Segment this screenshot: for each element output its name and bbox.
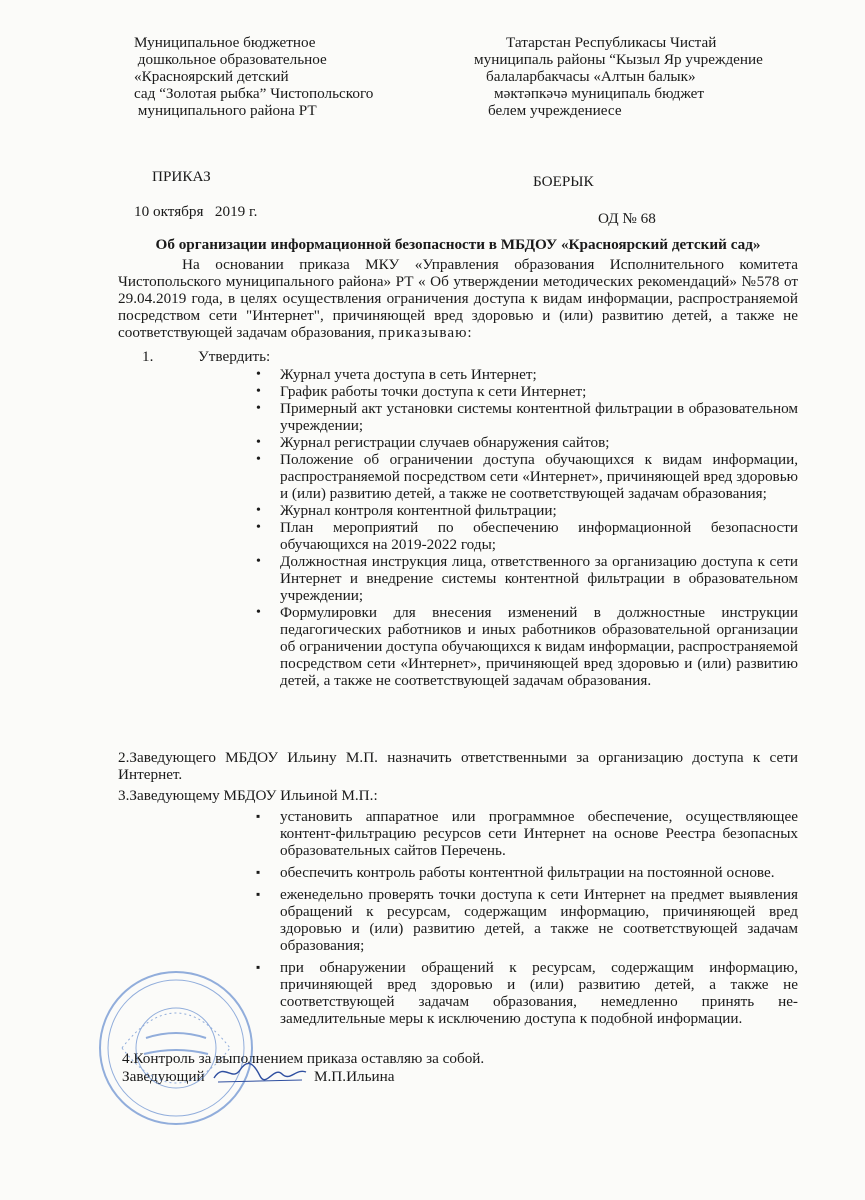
intro-text: На основании приказа МКУ «Управления образования Исполнительного комитета Чистопольского муниципального района» РТ « Об утверждении методических рекомендаций» №578 от 29.04.2019 года, в целях осуществления ограничения доступа к видам информации, распространяемой посредством сети "Интернет", причиняющей вред здоровью и (или) развитию детей, а также не соответствующей задачам образования, [118, 256, 798, 341]
intro-paragraph [118, 256, 798, 341]
header-left-line: Муниципальное бюджетное [134, 34, 316, 51]
list-item: • Журнал регистрации случаев обнаружения сайтов; [256, 434, 798, 451]
list-item: • Должностная инструкция лица, ответственного за организацию доступа к сети Интернет и внедрение системы контентной фильтрации в образовательном учреждении; [256, 553, 798, 604]
list-item: • Журнал контроля контентной фильтрации; [256, 502, 798, 519]
signature-scribble [210, 1058, 310, 1086]
list-item: ▪ при обнаружении обращений к ресурсам, содержащим информацию, причиняющей вред здоровью и (или) развитию детей, а также не соответствующей задачам образования, немедленно принять не-замедлительные меры к исключению доступа к подобной информации. [256, 959, 798, 1027]
order-title-ru: ПРИКАЗ [152, 168, 211, 185]
list-item: • Формулировки для внесения изменений в должностные инструкции педагогических работников и иных работников образовательной организации об ограничении доступа обучающихся к видам информации, распространяемой посредством сети «Интернет», причиняющей вред здоровью и (или) развитию детей, а также не соответствующей задачам образования. [256, 604, 798, 689]
document-title: Об организации информационной безопасности в МБДОУ «Красноярский детский сад» [155, 236, 761, 253]
header-right-line: балаларбакчасы «Алтын балык» [486, 68, 696, 85]
official-stamp [96, 968, 256, 1128]
order-title-tt: БОЕРЫК [533, 173, 594, 190]
signature-name: М.П.Ильина [314, 1068, 395, 1085]
order-number: ОД № 68 [598, 210, 656, 227]
approve-list [256, 366, 798, 689]
list-item: • План мероприятий по обеспечению информационной безопасности обучающихся на 2019-2022 годы; [256, 519, 798, 553]
header-left-line: дошкольное образовательное [134, 51, 327, 68]
intro-order-word: приказываю: [378, 324, 473, 341]
list-item: • График работы точки доступа к сети Интернет; [256, 383, 798, 400]
list-item: • Примерный акт установки системы контентной фильтрации в образовательном учреждении; [256, 400, 798, 434]
header-left-block [134, 34, 434, 119]
order-date: 10 октября 2019 г. [134, 203, 258, 220]
list-item: ▪ установить аппаратное или программное обеспечение, осуществляющее контент-фильтрацию ресурсов сети Интернет на основе Реестра безопасных образовательных сайтов Перечень. [256, 808, 798, 859]
header-right-block [474, 34, 814, 119]
header-right-line: белем учреждениесе [488, 102, 622, 119]
header-left-line: сад “Золотая рыбка” Чистопольского [134, 85, 374, 102]
list-item: ▪ обеспечить контроль работы контентной фильтрации на постоянной основе. [256, 864, 798, 881]
list-item: • Положение об ограничении доступа обучающихся к видам информации, распространяемой посредством сети «Интернет», причиняющей вред здоровью и (или) развитию детей, а также не соответствующей задачам образования; [256, 451, 798, 502]
signature-label: Заведующий [122, 1068, 205, 1085]
header-left-line: муниципального района РТ [134, 102, 317, 119]
tasks-list [256, 808, 798, 1032]
item-2: 2.Заведующего МБДОУ Ильину М.П. назначить ответственными за организацию доступа к сети Интернет. [118, 749, 798, 783]
list-item: ▪ еженедельно проверять точки доступа к сети Интернет на предмет выявления обращений к ресурсам, содержащим информацию, причиняющей вред здоровью и (или) развитию детей, а также не соответствующей задачам образования; [256, 886, 798, 954]
header-left-line: «Красноярский детский [134, 68, 289, 85]
header-right-line: мәктәпкәчә муниципаль бюджет [494, 85, 705, 102]
item-1-number: 1. [142, 348, 154, 365]
item-1 [118, 348, 270, 365]
item-4: 4.Контроль за выполнением приказа оставляю за собой. [122, 1050, 485, 1067]
item-1-label: Утвердить: [198, 348, 271, 365]
header-right-line: муниципаль районы “Кызыл Яр учреждение [474, 51, 763, 68]
item-3: 3.Заведующему МБДОУ Ильиной М.П.: [118, 787, 378, 804]
header-right-line: Татарстан Республикасы Чистай [506, 34, 717, 51]
list-item: • Журнал учета доступа в сеть Интернет; [256, 366, 798, 383]
